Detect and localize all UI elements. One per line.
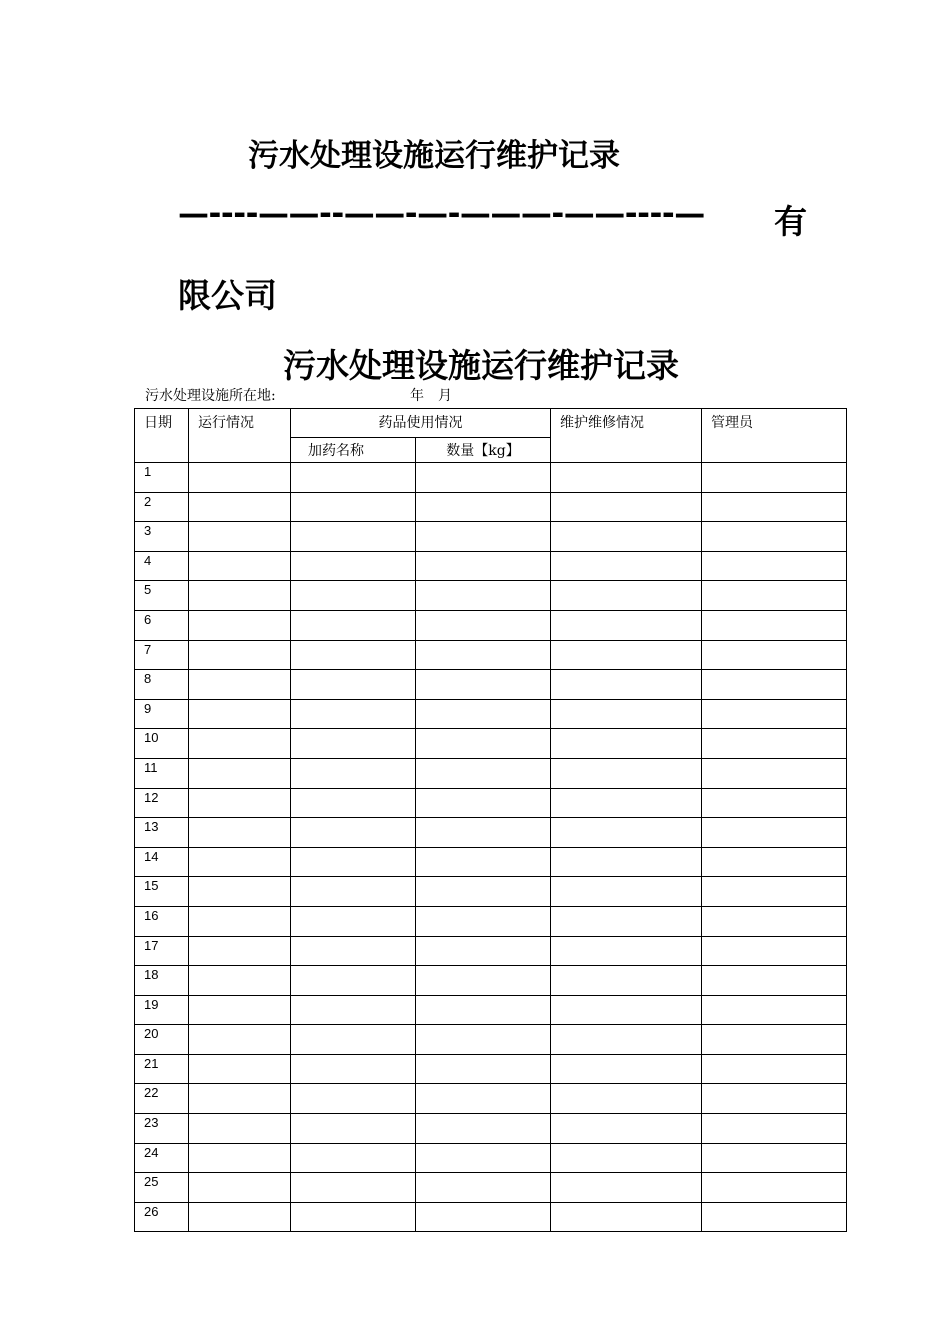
chemical-quantity-cell[interactable] <box>416 966 551 996</box>
maintenance-cell[interactable] <box>551 906 702 936</box>
manager-cell[interactable] <box>702 1084 847 1114</box>
maintenance-cell[interactable] <box>551 610 702 640</box>
operation-cell[interactable] <box>189 1173 291 1203</box>
table-row <box>135 551 847 581</box>
table-row <box>135 1143 847 1173</box>
maintenance-cell[interactable] <box>551 463 702 493</box>
day-cell: 1 <box>135 463 189 493</box>
chemical-quantity-cell[interactable] <box>416 492 551 522</box>
table-row <box>135 936 847 966</box>
header-date: 日期 <box>135 409 189 463</box>
maintenance-cell[interactable] <box>551 995 702 1025</box>
company-suffix-start: 有 <box>774 202 807 241</box>
chemical-name-cell[interactable] <box>291 1054 416 1084</box>
chemical-quantity-cell[interactable] <box>416 610 551 640</box>
day-cell: 4 <box>135 551 189 581</box>
header-chemical-usage: 药品使用情况 <box>291 409 551 438</box>
manager-cell[interactable] <box>702 788 847 818</box>
operation-cell[interactable] <box>189 995 291 1025</box>
maintenance-cell[interactable] <box>551 1173 702 1203</box>
table-row <box>135 581 847 611</box>
chemical-name-cell[interactable] <box>291 966 416 996</box>
table-row <box>135 1114 847 1144</box>
table-row <box>135 906 847 936</box>
operation-cell[interactable] <box>189 581 291 611</box>
company-name-blank: —----——--——-—-———-——----— <box>178 196 705 232</box>
maintenance-cell[interactable] <box>551 581 702 611</box>
maintenance-cell[interactable] <box>551 936 702 966</box>
day-cell: 6 <box>135 610 189 640</box>
chemical-name-cell[interactable] <box>291 877 416 907</box>
chemical-name-cell[interactable] <box>291 788 416 818</box>
manager-cell[interactable] <box>702 758 847 788</box>
manager-cell[interactable] <box>702 1054 847 1084</box>
table-row <box>135 877 847 907</box>
chemical-name-cell[interactable] <box>291 1173 416 1203</box>
chemical-quantity-cell[interactable] <box>416 729 551 759</box>
operation-cell[interactable] <box>189 610 291 640</box>
operation-cell[interactable] <box>189 906 291 936</box>
manager-cell[interactable] <box>702 581 847 611</box>
table-row <box>135 699 847 729</box>
operation-cell[interactable] <box>189 463 291 493</box>
table-row <box>135 995 847 1025</box>
manager-cell[interactable] <box>702 522 847 552</box>
chemical-quantity-cell[interactable] <box>416 1114 551 1144</box>
table-row <box>135 463 847 493</box>
day-cell: 20 <box>135 1025 189 1055</box>
chemical-quantity-cell[interactable] <box>416 936 551 966</box>
manager-cell[interactable] <box>702 877 847 907</box>
day-cell: 21 <box>135 1054 189 1084</box>
chemical-name-cell[interactable] <box>291 1202 416 1232</box>
manager-cell[interactable] <box>702 818 847 848</box>
day-cell: 23 <box>135 1114 189 1144</box>
maintenance-cell[interactable] <box>551 1114 702 1144</box>
year-label: 年 <box>410 388 424 404</box>
maintenance-cell[interactable] <box>551 640 702 670</box>
form-title: 污水处理设施运行维护记录 <box>283 346 679 385</box>
table-row <box>135 788 847 818</box>
maintenance-cell[interactable] <box>551 492 702 522</box>
manager-cell[interactable] <box>702 847 847 877</box>
maintenance-cell[interactable] <box>551 729 702 759</box>
location-label: 污水处理设施所在地: <box>145 388 276 404</box>
manager-cell[interactable] <box>702 640 847 670</box>
manager-cell[interactable] <box>702 1173 847 1203</box>
manager-cell[interactable] <box>702 966 847 996</box>
manager-cell[interactable] <box>702 906 847 936</box>
operation-cell[interactable] <box>189 1202 291 1232</box>
chemical-quantity-cell[interactable] <box>416 463 551 493</box>
day-cell: 8 <box>135 670 189 700</box>
operation-cell[interactable] <box>189 640 291 670</box>
table-row <box>135 818 847 848</box>
chemical-quantity-cell[interactable] <box>416 1084 551 1114</box>
manager-cell[interactable] <box>702 699 847 729</box>
table-row <box>135 1054 847 1084</box>
day-cell: 7 <box>135 640 189 670</box>
table-row <box>135 492 847 522</box>
day-cell: 17 <box>135 936 189 966</box>
maintenance-cell[interactable] <box>551 877 702 907</box>
manager-cell[interactable] <box>702 551 847 581</box>
day-cell: 25 <box>135 1173 189 1203</box>
chemical-name-cell[interactable] <box>291 610 416 640</box>
operation-cell[interactable] <box>189 1025 291 1055</box>
maintenance-log-table <box>134 408 847 1232</box>
chemical-name-cell[interactable] <box>291 1114 416 1144</box>
day-rows <box>135 463 847 1232</box>
operation-cell[interactable] <box>189 551 291 581</box>
chemical-name-cell[interactable] <box>291 729 416 759</box>
table-row <box>135 610 847 640</box>
day-cell: 2 <box>135 492 189 522</box>
day-cell: 18 <box>135 966 189 996</box>
chemical-name-cell[interactable] <box>291 1084 416 1114</box>
manager-cell[interactable] <box>702 1025 847 1055</box>
maintenance-cell[interactable] <box>551 966 702 996</box>
table-row <box>135 1202 847 1232</box>
manager-cell[interactable] <box>702 610 847 640</box>
chemical-name-cell[interactable] <box>291 1143 416 1173</box>
chemical-quantity-cell[interactable] <box>416 522 551 552</box>
manager-cell[interactable] <box>702 1114 847 1144</box>
header-chemical-name: 加药名称 <box>291 438 416 463</box>
operation-cell[interactable] <box>189 818 291 848</box>
chemical-name-cell[interactable] <box>291 906 416 936</box>
chemical-quantity-cell[interactable] <box>416 551 551 581</box>
table-row <box>135 847 847 877</box>
maintenance-cell[interactable] <box>551 758 702 788</box>
day-cell: 3 <box>135 522 189 552</box>
header-operation: 运行情况 <box>189 409 291 463</box>
chemical-quantity-cell[interactable] <box>416 1054 551 1084</box>
day-cell: 12 <box>135 788 189 818</box>
maintenance-cell[interactable] <box>551 847 702 877</box>
chemical-name-cell[interactable] <box>291 847 416 877</box>
chemical-name-cell[interactable] <box>291 463 416 493</box>
manager-cell[interactable] <box>702 492 847 522</box>
operation-cell[interactable] <box>189 1114 291 1144</box>
chemical-quantity-cell[interactable] <box>416 581 551 611</box>
chemical-name-cell[interactable] <box>291 699 416 729</box>
operation-cell[interactable] <box>189 966 291 996</box>
maintenance-cell[interactable] <box>551 670 702 700</box>
chemical-quantity-cell[interactable] <box>416 995 551 1025</box>
day-cell: 16 <box>135 906 189 936</box>
header-chemical-quantity: 数量【kg】 <box>416 438 551 463</box>
operation-cell[interactable] <box>189 670 291 700</box>
maintenance-cell[interactable] <box>551 1084 702 1114</box>
maintenance-cell[interactable] <box>551 1025 702 1055</box>
day-cell: 13 <box>135 818 189 848</box>
operation-cell[interactable] <box>189 729 291 759</box>
chemical-quantity-cell[interactable] <box>416 1025 551 1055</box>
operation-cell[interactable] <box>189 758 291 788</box>
chemical-quantity-cell[interactable] <box>416 758 551 788</box>
operation-cell[interactable] <box>189 492 291 522</box>
chemical-name-cell[interactable] <box>291 936 416 966</box>
operation-cell[interactable] <box>189 1143 291 1173</box>
manager-cell[interactable] <box>702 995 847 1025</box>
chemical-quantity-cell[interactable] <box>416 670 551 700</box>
operation-cell[interactable] <box>189 699 291 729</box>
chemical-quantity-cell[interactable] <box>416 788 551 818</box>
day-cell: 19 <box>135 995 189 1025</box>
maintenance-cell[interactable] <box>551 1054 702 1084</box>
manager-cell[interactable] <box>702 1143 847 1173</box>
operation-cell[interactable] <box>189 877 291 907</box>
chemical-name-cell[interactable] <box>291 1025 416 1055</box>
manager-cell[interactable] <box>702 729 847 759</box>
table-row <box>135 729 847 759</box>
chemical-name-cell[interactable] <box>291 492 416 522</box>
chemical-quantity-cell[interactable] <box>416 1143 551 1173</box>
chemical-name-cell[interactable] <box>291 640 416 670</box>
manager-cell[interactable] <box>702 936 847 966</box>
page-title: 污水处理设施运行维护记录 <box>248 138 620 174</box>
day-cell: 24 <box>135 1143 189 1173</box>
maintenance-cell[interactable] <box>551 1143 702 1173</box>
maintenance-cell[interactable] <box>551 818 702 848</box>
maintenance-cell[interactable] <box>551 551 702 581</box>
operation-cell[interactable] <box>189 522 291 552</box>
chemical-quantity-cell[interactable] <box>416 906 551 936</box>
table-row <box>135 640 847 670</box>
chemical-name-cell[interactable] <box>291 551 416 581</box>
day-cell: 11 <box>135 758 189 788</box>
chemical-name-cell[interactable] <box>291 818 416 848</box>
manager-cell[interactable] <box>702 1202 847 1232</box>
chemical-quantity-cell[interactable] <box>416 847 551 877</box>
chemical-name-cell[interactable] <box>291 758 416 788</box>
company-suffix-end: 限公司 <box>178 276 277 315</box>
operation-cell[interactable] <box>189 936 291 966</box>
chemical-quantity-cell[interactable] <box>416 1173 551 1203</box>
table-row <box>135 1173 847 1203</box>
table-row <box>135 1025 847 1055</box>
day-cell: 15 <box>135 877 189 907</box>
chemical-quantity-cell[interactable] <box>416 699 551 729</box>
header-manager: 管理员 <box>702 409 847 463</box>
day-cell: 9 <box>135 699 189 729</box>
operation-cell[interactable] <box>189 1054 291 1084</box>
operation-cell[interactable] <box>189 1084 291 1114</box>
day-cell: 26 <box>135 1202 189 1232</box>
maintenance-cell[interactable] <box>551 788 702 818</box>
operation-cell[interactable] <box>189 788 291 818</box>
month-label: 月 <box>438 388 452 404</box>
chemical-quantity-cell[interactable] <box>416 640 551 670</box>
day-cell: 10 <box>135 729 189 759</box>
day-cell: 14 <box>135 847 189 877</box>
table-row <box>135 966 847 996</box>
maintenance-cell[interactable] <box>551 522 702 552</box>
chemical-name-cell[interactable] <box>291 670 416 700</box>
chemical-quantity-cell[interactable] <box>416 877 551 907</box>
maintenance-cell[interactable] <box>551 699 702 729</box>
header-maintenance: 维护维修情况 <box>551 409 702 463</box>
manager-cell[interactable] <box>702 463 847 493</box>
manager-cell[interactable] <box>702 670 847 700</box>
chemical-name-cell[interactable] <box>291 995 416 1025</box>
chemical-quantity-cell[interactable] <box>416 818 551 848</box>
chemical-name-cell[interactable] <box>291 581 416 611</box>
day-cell: 5 <box>135 581 189 611</box>
table-row <box>135 522 847 552</box>
table-row <box>135 758 847 788</box>
table-row <box>135 670 847 700</box>
day-cell: 22 <box>135 1084 189 1114</box>
operation-cell[interactable] <box>189 847 291 877</box>
chemical-name-cell[interactable] <box>291 522 416 552</box>
maintenance-cell[interactable] <box>551 1202 702 1232</box>
chemical-quantity-cell[interactable] <box>416 1202 551 1232</box>
table-row <box>135 1084 847 1114</box>
